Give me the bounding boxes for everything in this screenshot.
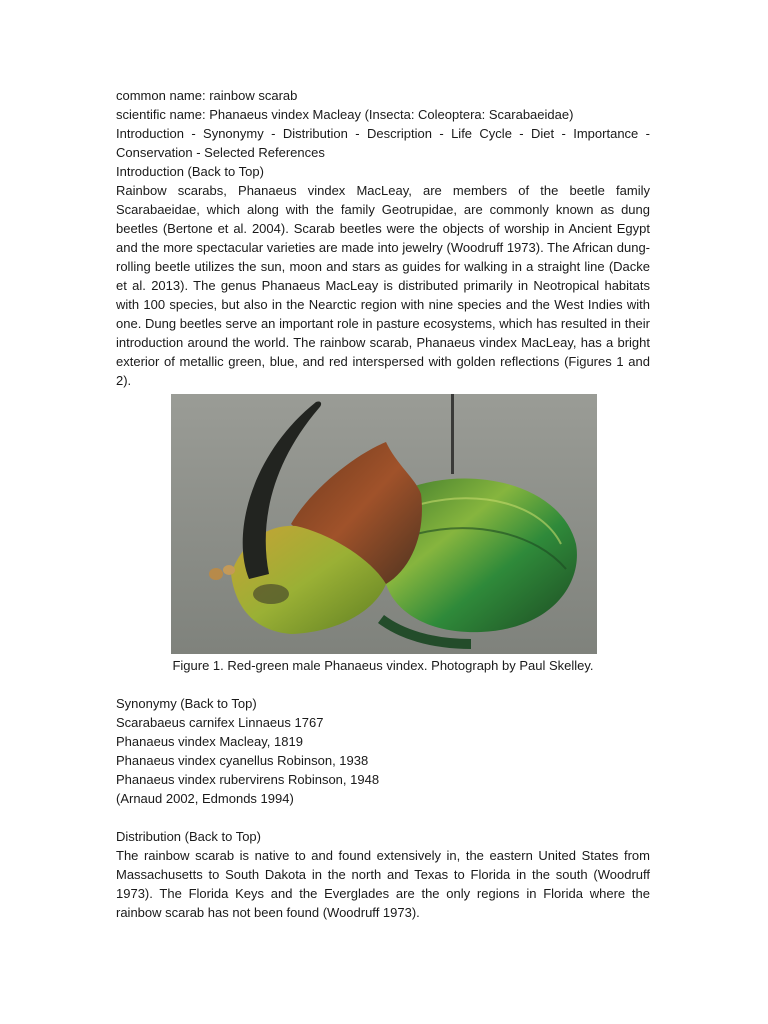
synonymy-item: Phanaeus vindex Macleay, 1819 bbox=[116, 734, 303, 749]
section-nav-links[interactable]: Introduction - Synonymy - Distribution - Description - Life Cycle - Diet - Importance - Conservation - Selected References bbox=[116, 126, 650, 160]
spacer bbox=[116, 675, 650, 694]
distribution-heading: Distribution (Back to Top) bbox=[116, 829, 261, 844]
synonymy-item: Scarabaeus carnifex Linnaeus 1767 bbox=[116, 715, 324, 730]
figure-1-caption: Figure 1. Red-green male Phanaeus vindex. Photograph by Paul Skelley. bbox=[172, 658, 594, 673]
synonymy-item: Phanaeus vindex rubervirens Robinson, 1948 bbox=[116, 772, 380, 787]
spacer bbox=[116, 808, 650, 827]
synonymy-item: Phanaeus vindex cyanellus Robinson, 1938 bbox=[116, 753, 369, 768]
figure-1-beetle-photo bbox=[171, 394, 597, 654]
scientific-name: scientific name: Phanaeus vindex Macleay (Insecta: Coleoptera: Scarabaeidae) bbox=[116, 107, 574, 122]
synonymy-heading: Synonymy (Back to Top) bbox=[116, 696, 257, 711]
synonymy-citation: (Arnaud 2002, Edmonds 1994) bbox=[116, 791, 294, 806]
text-column bbox=[116, 86, 650, 922]
introduction-body: Rainbow scarabs, Phanaeus vindex MacLeay, are members of the beetle family Scarabaeidae, which along with the family Geotrupidae, are commonly known as dung beetles (Bertone et al. 2004). Scarab beetles were the objects of worship in Ancient Egypt and the more spectacular varieties are made into jewelry (Woodruff 1973). The African dung-rolling beetle utilizes the sun, moon and stars as guides for walking in a straight line (Dacke et al. 2013). The genus Phanaeus MacLeay is distributed primarily in Neotropical habitats with 100 species, but also in the Nearctic region with nine species and the West Indies with one. Dung beetles serve an important role in pasture ecosystems, which has resulted in their introduction around the world. The rainbow scarab, Phanaeus vindex MacLeay, has a bright exterior of metallic green, blue, and red interspersed with golden reflections (Figures 1 and 2). bbox=[116, 183, 650, 388]
common-name: common name: rainbow scarab bbox=[116, 88, 298, 103]
distribution-body: The rainbow scarab is native to and found extensively in, the eastern United States from Massachusetts to South Dakota in the north and Texas to Florida in the south (Woodruff 1973). The Florida Keys and the Everglades are the only regions in Florida where the rainbow scarab has not been found (Woodruff 1973). bbox=[116, 848, 650, 920]
introduction-heading: Introduction (Back to Top) bbox=[116, 164, 264, 179]
